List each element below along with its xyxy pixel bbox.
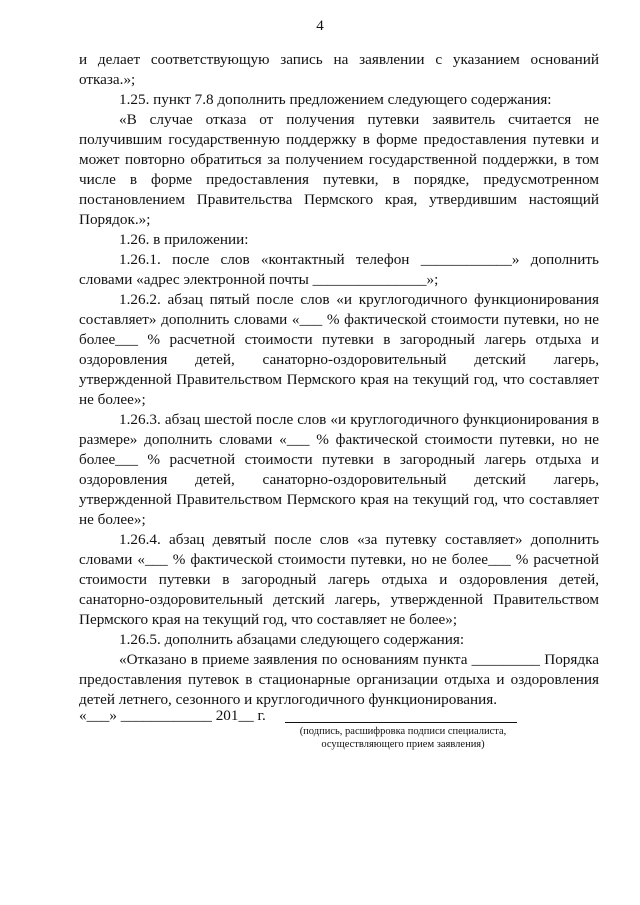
body-text: [79, 50, 599, 710]
paragraph: 1.26.3. абзац шестой после слов «и круглогодичного функционирования в размере» дополнить словами «___ % фактической стоимости путевки, но не более___ % расчетной стоимости путевки в загородный лагерь отдыха и оздоровления детей, санаторно-оздоровительный детский лагерь, утвержденной Правительством Пермского края на текущий год, что составляет не более»;: [79, 411, 599, 528]
signature-caption: [287, 725, 519, 751]
page-number: 4: [316, 18, 324, 34]
paragraph: и делает соответствующую запись на заявлении с указанием оснований отказа.»;: [79, 51, 599, 88]
signature-caption-line: (подпись, расшифровка подписи специалиста,: [299, 726, 507, 737]
paragraph: 1.26.2. абзац пятый после слов «и круглогодичного функционирования составляет» дополнить словами «___ % фактической стоимости путевки, но не более___ % расчетной стоимости путевки в загородный лагерь отдыха и оздоровления детей, санаторно-оздоровительный детский лагерь, утвержденной Правительством Пермского края на текущий год, что составляет не более»;: [79, 291, 599, 408]
date-line: «___» ____________ 201__ г.: [79, 707, 266, 724]
paragraph: «В случае отказа от получения путевки заявитель считается не получившим государственную поддержку в форме предоставления путевки и может повторно обратиться за получением государственной поддержки, в том числе в форме предоставления путевки, в порядке, предусмотренном постановлением Правительства Пермского края, утвердившим настоящий Порядок.»;: [79, 111, 599, 228]
paragraph: «Отказано в приеме заявления по основаниям пункта _________ Порядка предоставления путевок в стационарные организации отдыха и оздоровления детей летнего, сезонного и круглогодичного функционирования.: [79, 651, 599, 708]
signature-caption-line: осуществляющего прием заявления): [321, 739, 485, 750]
paragraph: 1.26.1. после слов «контактный телефон ____________» дополнить словами «адрес электронной почты _______________»;: [79, 251, 599, 288]
paragraph: 1.25. пункт 7.8 дополнить предложением следующего содержания:: [119, 91, 552, 108]
signature-line: [285, 722, 517, 723]
paragraph: 1.26.4. абзац девятый после слов «за путевку составляет» дополнить словами «___ % фактической стоимости путевки, но не более___ % расчетной стоимости путевки в загородный лагерь отдыха и оздоровления детей, санаторно-оздоровительный детский лагерь, утвержденной Правительством Пермского края на текущий год, что составляет не более»;: [79, 531, 599, 628]
paragraph: 1.26.5. дополнить абзацами следующего содержания:: [119, 631, 465, 648]
paragraph: 1.26. в приложении:: [119, 231, 249, 248]
signature-block: [79, 706, 599, 766]
